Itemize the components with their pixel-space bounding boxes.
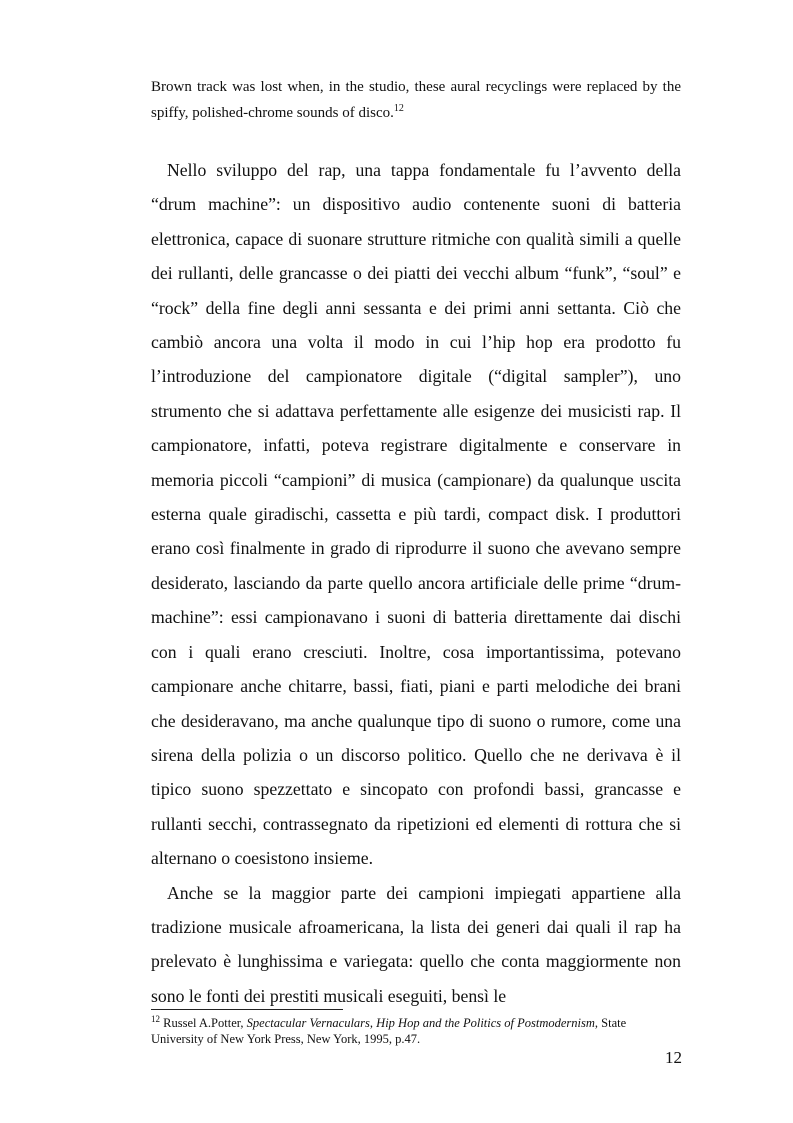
paragraph-sample-sources: Anche se la maggior parte dei campioni impiegati appartiene alla tradizione musicale afroamericana, la lista dei generi dai quali il rap ha prelevato è lunghissima e variegata: quello che conta maggiormente non sono le fonti dei prestiti musicali eseguiti, bensì le bbox=[151, 882, 681, 1006]
paragraph-drum-machine: Nello sviluppo del rap, una tappa fondamentale fu l’avvento della “drum machine”: un dispositivo audio contenente suoni di batteria elettronica, capace di suonare strutture ritmiche con qualità simili a quelle dei rullanti, delle grancasse o dei piatti dei vecchi album “funk”, “soul” e “rock” della fine degli anni sessanta e dei primi anni settanta. Ciò che cambiò ancora una volta il modo in cui l’hip hop era prodotto fu l’introduzione del campionatore digitale (“digital sampler”), uno strumento che si adattava perfettamente alle esigenze dei musicisti rap. Il campionatore, infatti, poteva registrare digitalmente e conservare in memoria piccoli “campioni” di musica (campionare) da qualunque uscita esterna quale giradischi, cassetta e più tardi, compact disk. I produttori erano così finalmente in grado di riprodurre il suono che avevano sempre desiderato, lasciando da parte quello ancora artificiale delle prime “drum-machine”: essi campionavano i suoni di batteria direttamente dai dischi con i quali erano cresciuti. Inoltre, cosa importantissima, potevano campionare anche chitarre, bassi, fiati, piani e parti melodiche dei brani che desideravano, ma anche qualunque tipo di suono o rumore, come una sirena della polizia o un discorso politico. Quello che ne derivava è il tipico suono spezzettato e sincopato con profondi bassi, grancasse e rullanti secchi, contrassegnato da ripetizioni ed elementi di rottura che si alternano o coesistono insieme. bbox=[151, 160, 681, 869]
footnote-author: Russel A.Potter, bbox=[163, 1016, 244, 1030]
footnote bbox=[151, 1015, 681, 1047]
footnote-reference[interactable]: 12 bbox=[393, 103, 404, 114]
footnote-title: Spectacular Vernaculars, Hip Hop and the Politics of Postmodernism bbox=[246, 1016, 595, 1030]
block-quote bbox=[151, 74, 681, 126]
body-text bbox=[151, 153, 681, 1013]
quote-text: Brown track was lost when, in the studio, these aural recyclings were replaced by the spiffy, polished-chrome sounds of disco. bbox=[151, 79, 681, 121]
footnote-divider bbox=[151, 1009, 343, 1010]
footnote-publisher: , State University of New York Press, New York, 1995, p.47. bbox=[151, 1016, 627, 1046]
page-number: 12 bbox=[665, 1048, 682, 1067]
footnote-number: 12 bbox=[151, 1014, 160, 1024]
